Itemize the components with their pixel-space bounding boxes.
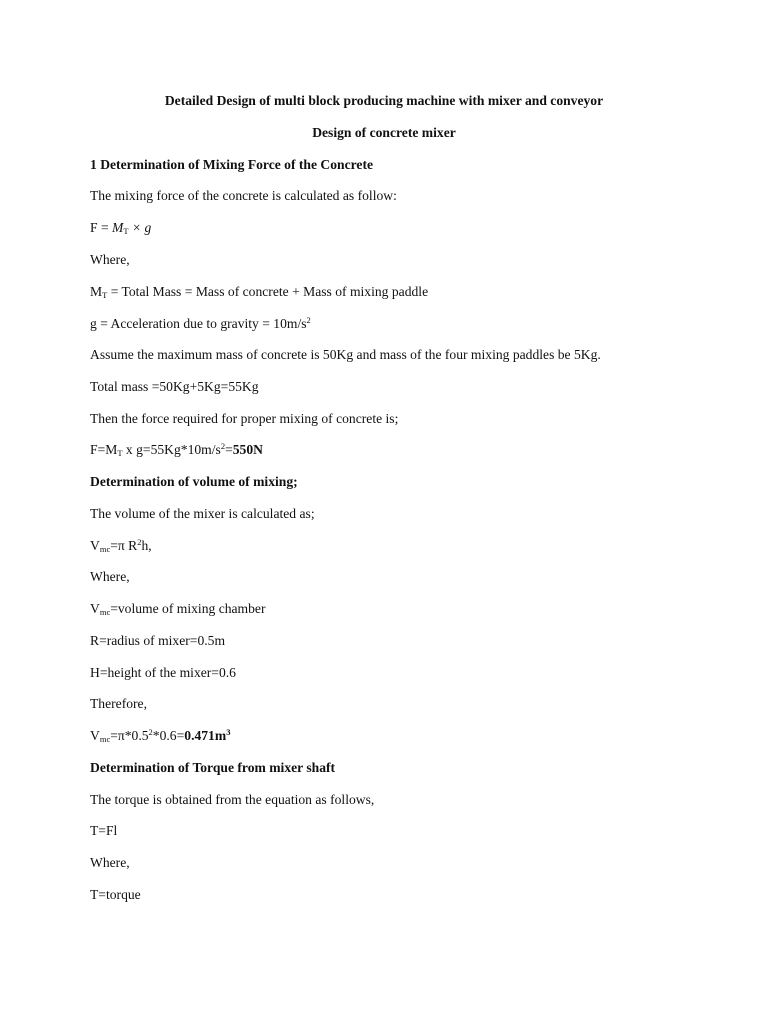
vol-result-sup: 2 — [148, 727, 153, 737]
section1-intro: The mixing force of the concrete is calculated as follow: — [90, 188, 397, 203]
force-eq-m: M — [112, 220, 124, 235]
def-g-text: g = Acceleration due to gravity = 10m/s — [90, 316, 307, 331]
volume-result — [90, 727, 230, 745]
force-result-a: F=M — [90, 442, 118, 457]
vol-result-sub: mc — [99, 734, 111, 744]
force-eq-lhs: F = — [90, 220, 113, 235]
def-g-sup: 2 — [306, 315, 311, 325]
definition-height: H=height of the mixer=0.6 — [90, 665, 236, 680]
def-mt-symbol: M — [90, 284, 103, 299]
definition-torque: T=torque — [90, 887, 141, 902]
force-equation — [90, 219, 151, 237]
force-result-value: 550N — [232, 442, 263, 457]
force-result-sup: 2 — [220, 441, 226, 451]
vol-eq-a: =π R — [110, 538, 138, 553]
vol-result-value: 0.471m — [184, 728, 227, 743]
def-mt-text: = Total Mass = Mass of concrete + Mass of mixing paddle — [107, 284, 429, 299]
definition-total-mass — [90, 283, 428, 301]
definition-radius: R=radius of mixer=0.5m — [90, 633, 226, 648]
volume-equation — [90, 537, 152, 555]
section1-heading: 1 Determination of Mixing Force of the Concrete — [90, 157, 373, 172]
force-eq-m-sub: T — [123, 226, 129, 236]
definition-volume — [90, 600, 266, 618]
document-subtitle: Design of concrete mixer — [312, 125, 456, 140]
vol-eq-sup: 2 — [137, 537, 142, 547]
force-result-c: = — [225, 442, 233, 457]
def-v-sub: mc — [99, 607, 111, 617]
vol-eq-b: h, — [141, 538, 152, 553]
assumption-text: Assume the maximum mass of concrete is 50Kg and mass of the four mixing paddles be 5Kg. — [90, 347, 601, 362]
where-label-2: Where, — [90, 569, 130, 584]
section2-heading: Determination of volume of mixing; — [90, 474, 298, 489]
total-mass-line: Total mass =50Kg+5Kg=55Kg — [90, 379, 259, 394]
force-result — [90, 441, 263, 459]
then-text: Then the force required for proper mixing of concrete is; — [90, 411, 399, 426]
section2-intro: The volume of the mixer is calculated as; — [90, 506, 315, 521]
force-eq-rest: × g — [128, 220, 152, 235]
vol-result-a: =π*0.5 — [110, 728, 149, 743]
force-result-sub: T — [117, 448, 123, 458]
vol-result-b: *0.6= — [152, 728, 185, 743]
force-result-b: x g=55Kg*10m/s — [122, 442, 221, 457]
def-v-text: =volume of mixing chamber — [110, 601, 266, 616]
vol-eq-v: V — [90, 538, 100, 553]
vol-eq-sub: mc — [99, 544, 111, 554]
vol-result-v: V — [90, 728, 100, 743]
section3-intro: The torque is obtained from the equation as follows, — [90, 792, 375, 807]
definition-gravity — [90, 315, 311, 333]
vol-result-value-sup: 3 — [226, 727, 231, 737]
document-title: Detailed Design of multi block producing machine with mixer and conveyor — [164, 93, 604, 108]
where-label-3: Where, — [90, 855, 130, 870]
torque-equation: T=Fl — [90, 823, 118, 838]
section3-heading: Determination of Torque from mixer shaft — [90, 760, 336, 775]
where-label-1: Where, — [90, 252, 130, 267]
def-v-symbol: V — [90, 601, 100, 616]
therefore-label: Therefore, — [90, 696, 147, 711]
def-mt-sub: T — [102, 290, 108, 300]
